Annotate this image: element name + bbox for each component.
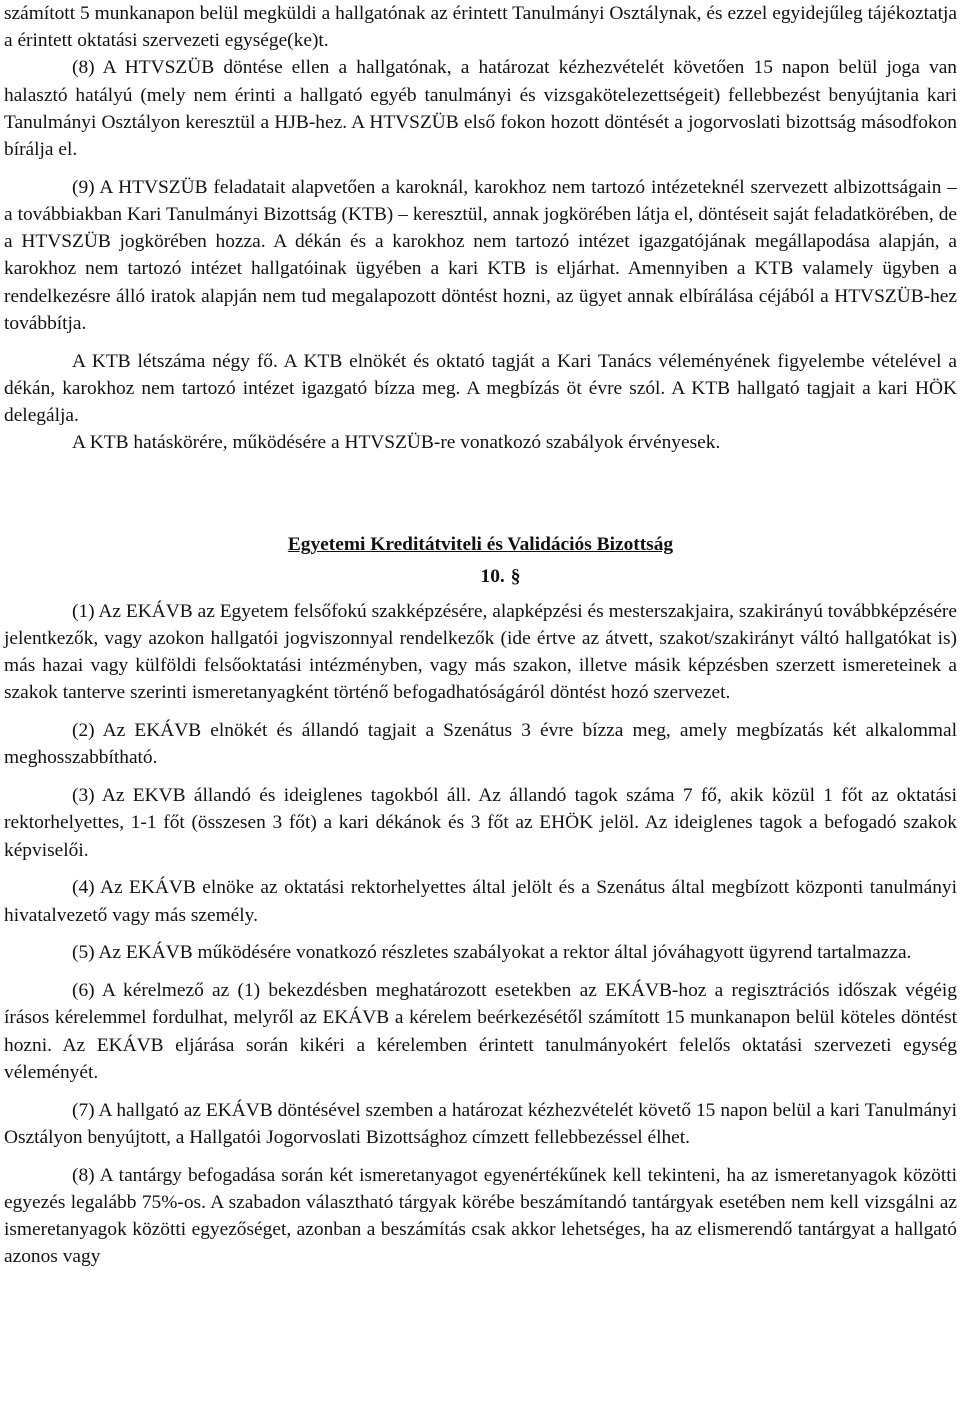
- section-number-value: 10.: [480, 565, 505, 587]
- paragraph-8: (8) A HTVSZÜB döntése ellen a hallgatónak, a határozat kézhezvételét követően 15 napon belül joga van halasztó hatályú (mely nem érinti a hallgató egyéb tanulmányi és vizsgakötelezettségeit) fellebbezést benyújtania kari Tanulmányi Osztályon keresztül a HJB-hez. A HTVSZÜB első fokon hozott döntését a jogorvoslati bizottság másodfokon bírálja el.: [4, 57, 957, 161]
- paragraph-ktb-rules: A KTB hatáskörére, működésére a HTVSZÜB-re vonatkozó szabályok érvényesek.: [72, 432, 721, 454]
- section-paragraph-5: (5) Az EKÁVB működésére vonatkozó részletes szabályokat a rektor által jóváhagyott ügyrend tartalmazza.: [72, 942, 912, 964]
- section-heading: Egyetemi Kreditátviteli és Validációs Bizottság: [287, 534, 674, 556]
- section-paragraph-8: (8) A tantárgy befogadása során két ismeretanyagot egyenértékűnek kell tekinteni, ha az ismeretanyagok közötti egyezés legalább 75%-os. A szabadon választható tárgyak körébe beszámítandó tantárgyak esetében nem kell vizsgálni az ismeretanyagok közötti egyezőséget, azonban a beszámítás csak akkor lehetséges, ha az elismerendő tantárgyat a hallgató azonos vagy: [4, 1164, 957, 1268]
- section-paragraph-2: (2) Az EKÁVB elnökét és állandó tagjait a Szenátus 3 évre bízza meg, amely megbízatás két alkalommal meghosszabbítható.: [4, 720, 957, 769]
- section-paragraph-3: (3) Az EKVB állandó és ideiglenes tagokból áll. Az állandó tagok száma 7 fő, akik közül 1 főt az oktatási rektorhelyettes, 1-1 főt (összesen 3 főt) a kari dékánok és 3 főt az EHÖK jelöl. Az ideiglenes tagok a befogadó szakok képviselői.: [4, 785, 957, 861]
- section-symbol: §: [510, 565, 521, 587]
- section-paragraph-1: (1) Az EKÁVB az Egyetem felsőfokú szakképzésére, alapképzési és mesterszakjaira, szakirányú továbbképzésére jelentkezők, vagy azokon hallgatói jogviszonnyal rendelkezők (ide értve az átvett, szakot/szakirányt váltó hallgatókat is) más hazai vagy külföldi felsőoktatási intézményben, vagy más szakon, illetve másik képzésben szerzett ismereteinek a szakok tanterve szerinti ismeretanyagként történő befogadhatóságáról döntést hozó szervezet.: [4, 600, 957, 704]
- document-page: [4, 0, 957, 1270]
- paragraph-9: (9) A HTVSZÜB feladatait alapvetően a karoknál, karokhoz nem tartozó intézeteknél szervezett albizottságain – a továbbiakban Kari Tanulmányi Bizottság (KTB) – keresztül, annak jogkörében látja el, döntéseit saját feladatkörében, de a HTVSZÜB jogkörében hozza. A dékán és a karokhoz nem tartozó intézet igazgatójának megállapodása alapján, a karokhoz nem tartozó intézet hallgatóinak ügyében a kari KTB is eljárhat. Amennyiben a KTB valamely ügyben a rendelkezésre álló iratok alapján nem tud megalapozott döntést hozni, az ügyet annak elbírálása céjából a HTVSZÜB-hez továbbítja.: [4, 176, 957, 334]
- section-paragraph-7: (7) A hallgató az EKÁVB döntésével szemben a határozat kézhezvételét követő 15 napon belül a kari Tanulmányi Osztályon benyújtott, a Hallgatói Jogorvoslati Bizottsághoz címzett fellebbezéssel élhet.: [4, 1099, 957, 1148]
- paragraph-continuation: számított 5 munkanapon belül megküldi a hallgatónak az érintett Tanulmányi Osztálynak, és ezzel egyidejűleg tájékoztatja a érintett oktatási szervezeti egysége(ke)t.: [4, 3, 957, 52]
- paragraph-ktb-members: A KTB létszáma négy fő. A KTB elnökét és oktató tagját a Kari Tanács véleményének figyelembe vételével a dékán, karokhoz nem tartozó intézet igazgató bízza meg. A megbízás öt évre szól. A KTB hallgató tagjait a kari HÖK delegálja.: [4, 350, 957, 427]
- section-paragraph-4: (4) Az EKÁVB elnöke az oktatási rektorhelyettes által jelölt és a Szenátus által megbízott központi tanulmányi hivatalvezető vagy más személy.: [4, 877, 957, 926]
- section-number: [4, 563, 957, 590]
- section-paragraph-6: (6) A kérelmező az (1) bekezdésben meghatározott esetekben az EKÁVB-hoz a regisztrációs időszak végéig írásos kérelemmel fordulhat, melyről az EKÁVB a kérelem beérkezésétől számított 15 munkanapon belül köteles döntést hozni. Az EKÁVB eljárása során kikéri a kérelemben érintett tanulmányokért felelős oktatási szervezeti egység véleményét.: [4, 980, 957, 1083]
